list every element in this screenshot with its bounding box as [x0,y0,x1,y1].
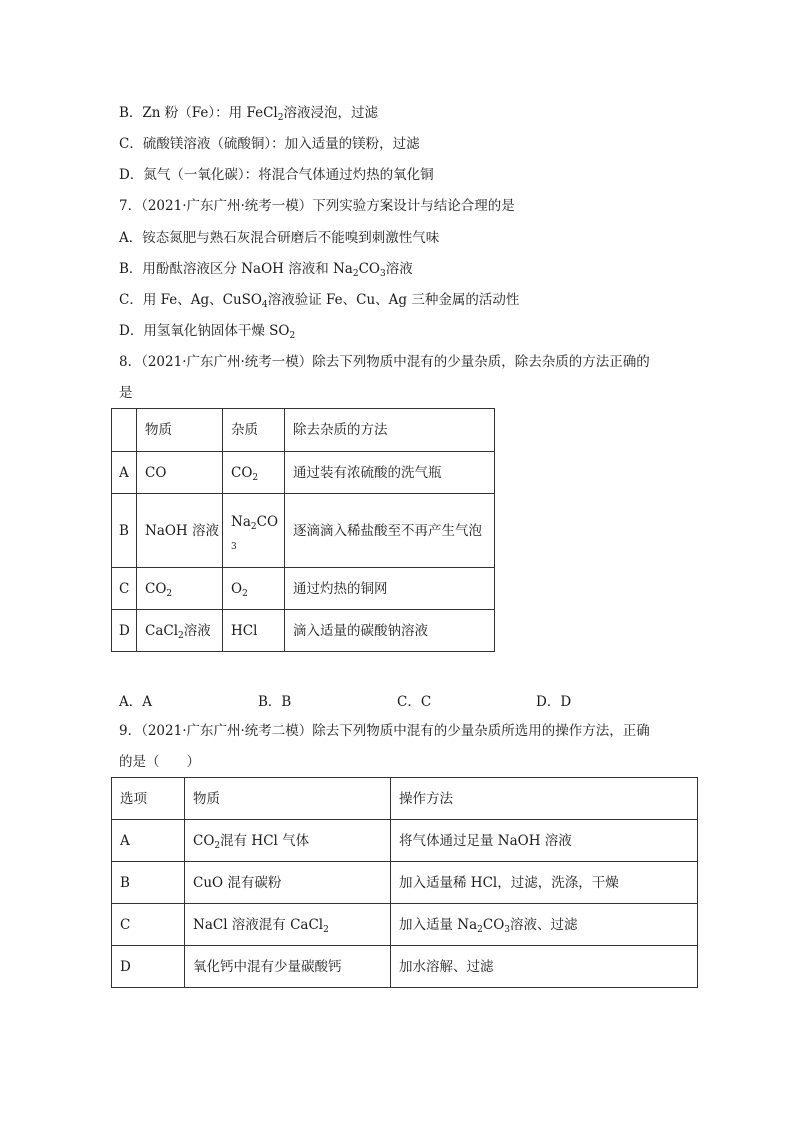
substance-cell: $CO_2$ [137,568,223,610]
q8-answer-c: C．C [397,694,432,710]
substance-cell: NaCl 溶液混有 CaCl$_2$ [185,904,391,946]
header-cell [112,409,137,452]
option-cell: C [112,568,137,610]
substance-cell: CO [137,452,223,494]
header-cell: 杂质 [223,409,285,452]
substance-cell: $CO_2$混有 HCl 气体 [185,820,391,862]
method-cell: 通过装有浓硫酸的洗气瓶 [285,452,495,494]
q8-table [111,408,495,652]
header-cell: 除去杂质的方法 [285,409,495,452]
option-cell: A [112,452,137,494]
table-row [112,494,495,568]
header-cell: 选项 [112,778,185,820]
header-cell: 物质 [185,778,391,820]
option-cell: D [112,610,137,652]
q8-answer-a: A．A [119,694,152,710]
substance-cell: CaCl$_2$溶液 [137,610,223,652]
q7-option-b: B．用酚酞溶液区分 NaOH 溶液和 $Na_2CO_3$溶液 [119,261,413,279]
table-row [112,862,698,904]
q8-answer-b: B．B [258,694,292,710]
option-cell: C [112,904,185,946]
q7-option-c: C．用 Fe、Ag、CuSO$_4$溶液验证 Fe、Cu、Ag 三种金属的活动性 [119,292,520,310]
option-cell: A [112,820,185,862]
substance-cell: CuO 混有碳粉 [185,862,391,904]
method-cell: 加入适量稀 HCl，过滤，洗涤，干燥 [391,862,698,904]
table-header-row [112,409,495,452]
method-cell: 加水溶解、过滤 [391,946,698,988]
q7-option-a: A．铵态氮肥与熟石灰混合研磨后不能嗅到刺激性气味 [119,230,440,246]
q9-stem-line2: 的是（ ） [119,754,200,770]
q6-option-d: D．氮气（一氧化碳）：将混合气体通过灼热的氧化铜 [119,167,434,183]
q8-answer-d: D．D [536,694,572,710]
table-row [112,568,495,610]
table-header-row [112,778,698,820]
header-cell: 物质 [137,409,223,452]
table-row [112,946,698,988]
method-cell: 将气体通过足量 NaOH 溶液 [391,820,698,862]
option-cell: B [112,862,185,904]
impurity-cell: $CO_2$ [223,452,285,494]
table-row [112,904,698,946]
substance-cell: NaOH 溶液 [137,494,223,568]
q7-option-d: D．用氢氧化钠固体干燥 $SO_2$ [119,323,296,341]
impurity-cell: $O_2$ [223,568,285,610]
header-cell: 操作方法 [391,778,698,820]
table-row [112,610,495,652]
method-cell: 加入适量 $Na_2CO_3$溶液、过滤 [391,904,698,946]
q7-stem: 7．（2021·广东广州·统考一模）下列实验方案设计与结论合理的是 [119,198,515,214]
q9-table [111,777,698,988]
q6-option-c: C．硫酸镁溶液（硫酸铜）：加入适量的镁粉，过滤 [119,136,420,152]
method-cell: 逐滴滴入稀盐酸至不再产生气泡 [285,494,495,568]
method-cell: 滴入适量的碳酸钠溶液 [285,610,495,652]
q9-stem-line1: 9．（2021·广东广州·统考二模）除去下列物质中混有的少量杂质所选用的操作方法，正确 [119,723,650,739]
q8-stem-line2: 是 [119,385,133,401]
impurity-cell: HCl [223,610,285,652]
impurity-cell: $Na_2CO$ $_3$ [223,494,285,568]
table-row [112,820,698,862]
q6-option-b: B．Zn 粉（Fe）：用 FeCl$_2$溶液浸泡，过滤 [119,105,378,123]
substance-cell: 氧化钙中混有少量碳酸钙 [185,946,391,988]
option-cell: D [112,946,185,988]
method-cell: 通过灼热的铜网 [285,568,495,610]
q8-stem-line1: 8．（2021·广东广州·统考一模）除去下列物质中混有的少量杂质，除去杂质的方法正确的 [119,354,650,370]
option-cell: B [112,494,137,568]
table-row [112,452,495,494]
